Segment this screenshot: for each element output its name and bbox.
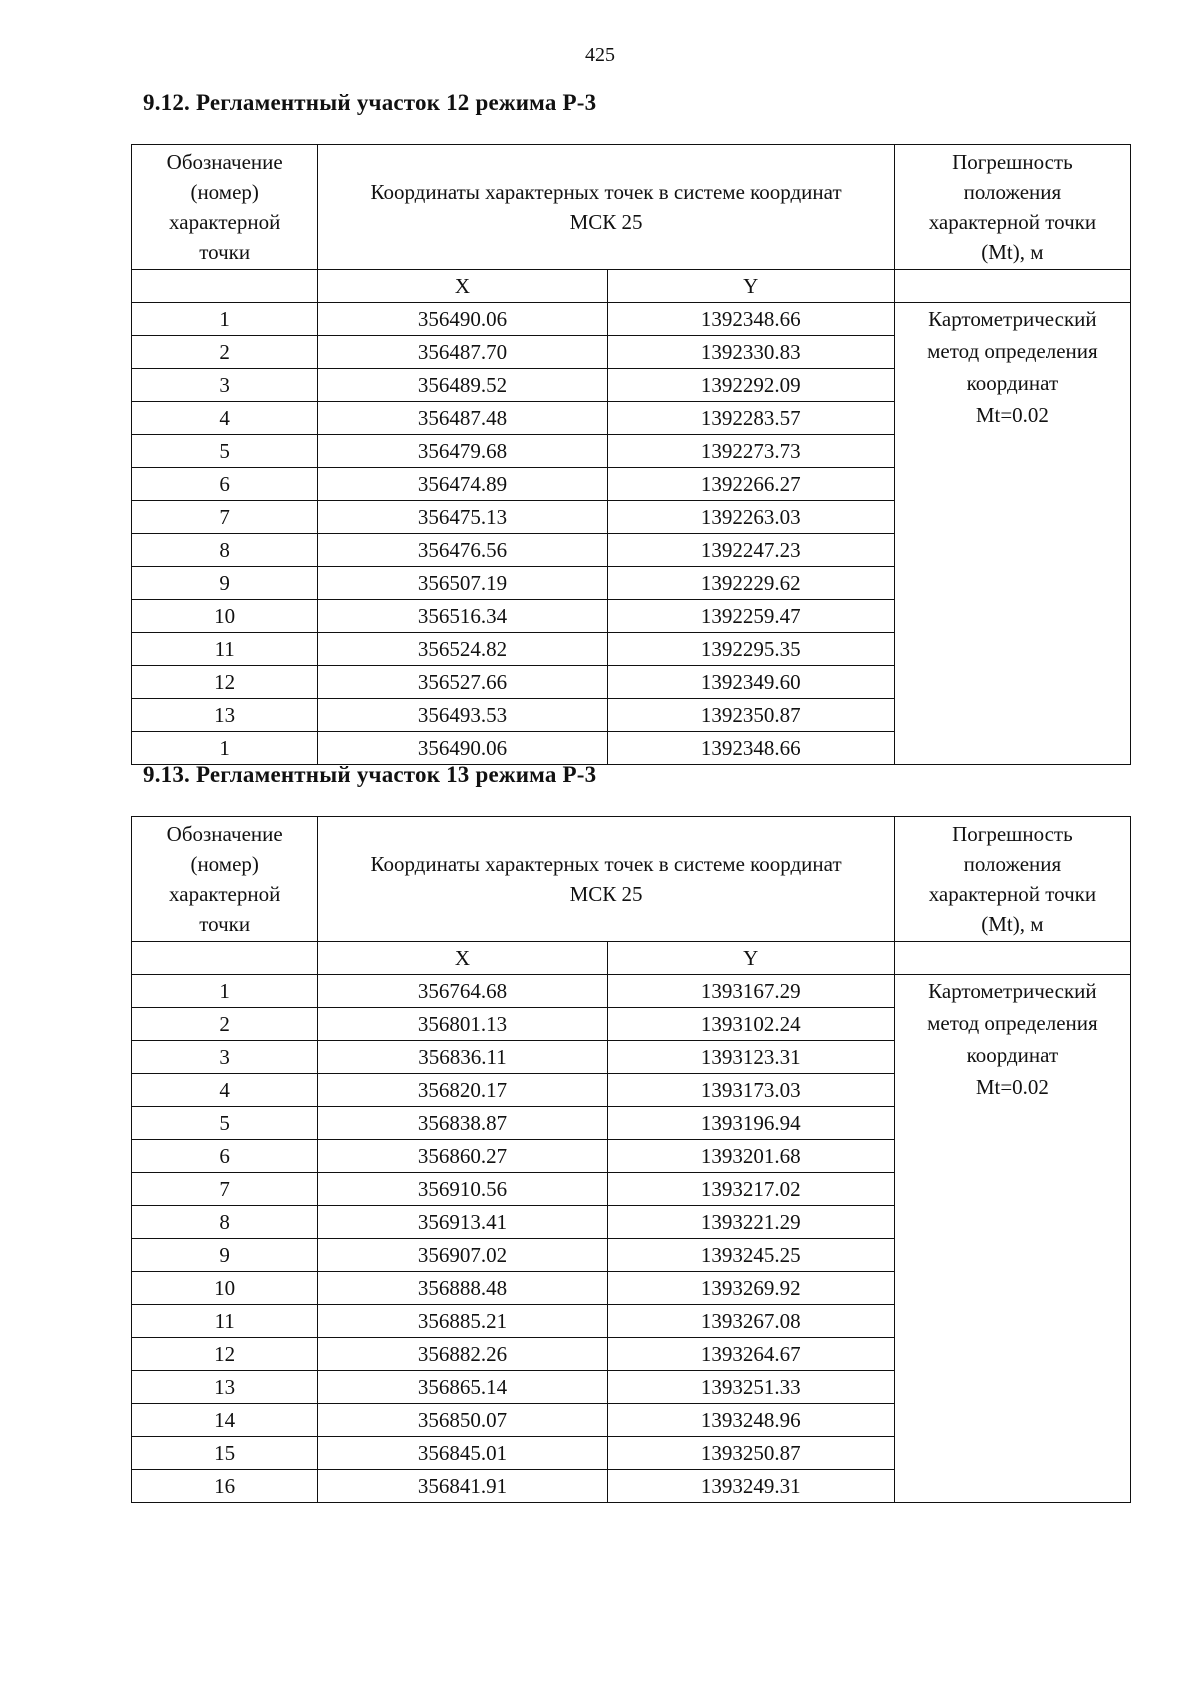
header-accuracy-line: положения <box>963 852 1062 876</box>
point-number: 2 <box>132 336 318 369</box>
coordinate-x: 356507.19 <box>318 567 607 600</box>
header-point-designation-line: точки <box>199 912 251 936</box>
point-number: 11 <box>132 633 318 666</box>
header-accuracy <box>894 145 1130 270</box>
coordinate-y: 1393264.67 <box>607 1338 894 1371</box>
point-number: 3 <box>132 369 318 402</box>
coordinate-x: 356524.82 <box>318 633 607 666</box>
header-point-designation-line: характерной <box>169 210 281 234</box>
coordinate-x: 356527.66 <box>318 666 607 699</box>
coordinate-x: 356516.34 <box>318 600 607 633</box>
coordinate-y: 1392295.35 <box>607 633 894 666</box>
coordinate-y: 1393269.92 <box>607 1272 894 1305</box>
coordinate-x: 356885.21 <box>318 1305 607 1338</box>
coordinate-y: 1393173.03 <box>607 1074 894 1107</box>
header-accuracy-line: положения <box>963 180 1062 204</box>
section-regulated-area-12 <box>131 90 1131 765</box>
header-accuracy-line: Погрешность <box>952 822 1073 846</box>
coordinate-x: 356836.11 <box>318 1041 607 1074</box>
point-number: 1 <box>132 975 318 1008</box>
axis-empty-cell <box>894 270 1130 303</box>
point-number: 12 <box>132 666 318 699</box>
table-header-row <box>132 145 1131 270</box>
section-regulated-area-13 <box>131 762 1131 1503</box>
header-point-designation-line: Обозначение <box>166 150 283 174</box>
point-number: 7 <box>132 1173 318 1206</box>
point-number: 9 <box>132 567 318 600</box>
table-row <box>132 303 1131 336</box>
coordinate-x: 356493.53 <box>318 699 607 732</box>
header-coordinates-line: МСК 25 <box>569 210 643 234</box>
coordinate-y: 1392263.03 <box>607 501 894 534</box>
coordinates-table <box>131 816 1131 1503</box>
coordinate-y: 1393123.31 <box>607 1041 894 1074</box>
point-number: 8 <box>132 534 318 567</box>
header-point-designation-line: точки <box>199 240 251 264</box>
coordinate-x: 356860.27 <box>318 1140 607 1173</box>
spacer <box>131 792 1131 816</box>
coordinate-y: 1393250.87 <box>607 1437 894 1470</box>
axis-y-label: Y <box>607 270 894 303</box>
coordinate-x: 356882.26 <box>318 1338 607 1371</box>
table-header-row <box>132 817 1131 942</box>
coordinate-x: 356850.07 <box>318 1404 607 1437</box>
axis-header-row <box>132 270 1131 303</box>
coordinate-y: 1392349.60 <box>607 666 894 699</box>
header-accuracy-line: (Mt), м <box>981 240 1044 264</box>
coordinate-x: 356479.68 <box>318 435 607 468</box>
axis-empty-cell <box>132 270 318 303</box>
point-number: 1 <box>132 303 318 336</box>
accuracy-method <box>894 303 1130 765</box>
coordinate-y: 1393217.02 <box>607 1173 894 1206</box>
header-coordinates-line: Координаты характерных точек в системе координат <box>370 852 842 876</box>
point-number: 15 <box>132 1437 318 1470</box>
header-point-designation <box>132 145 318 270</box>
coordinate-x: 356487.70 <box>318 336 607 369</box>
coordinate-x: 356490.06 <box>318 732 607 765</box>
accuracy-method-line: метод определения <box>927 339 1098 363</box>
coordinate-x: 356474.89 <box>318 468 607 501</box>
header-point-designation-line: характерной <box>169 882 281 906</box>
header-coordinates <box>318 145 894 270</box>
point-number: 5 <box>132 435 318 468</box>
coordinate-y: 1392266.27 <box>607 468 894 501</box>
coordinate-x: 356476.56 <box>318 534 607 567</box>
point-number: 4 <box>132 402 318 435</box>
point-number: 6 <box>132 1140 318 1173</box>
header-accuracy-line: характерной точки <box>928 882 1097 906</box>
coordinate-x: 356801.13 <box>318 1008 607 1041</box>
coordinate-x: 356845.01 <box>318 1437 607 1470</box>
point-number: 8 <box>132 1206 318 1239</box>
point-number: 1 <box>132 732 318 765</box>
coordinate-y: 1392292.09 <box>607 369 894 402</box>
coordinate-y: 1392350.87 <box>607 699 894 732</box>
point-number: 3 <box>132 1041 318 1074</box>
coordinate-y: 1393221.29 <box>607 1206 894 1239</box>
coordinate-x: 356888.48 <box>318 1272 607 1305</box>
coordinate-y: 1393245.25 <box>607 1239 894 1272</box>
point-number: 13 <box>132 699 318 732</box>
coordinate-y: 1393251.33 <box>607 1371 894 1404</box>
coordinate-y: 1392348.66 <box>607 303 894 336</box>
coordinate-y: 1392283.57 <box>607 402 894 435</box>
header-accuracy-line: характерной точки <box>928 210 1097 234</box>
header-point-designation-line: Обозначение <box>166 822 283 846</box>
coordinate-x: 356489.52 <box>318 369 607 402</box>
coordinate-y: 1392348.66 <box>607 732 894 765</box>
accuracy-method-line: Mt=0.02 <box>975 403 1049 427</box>
axis-empty-cell <box>894 942 1130 975</box>
coordinate-x: 356490.06 <box>318 303 607 336</box>
point-number: 4 <box>132 1074 318 1107</box>
coordinate-y: 1393249.31 <box>607 1470 894 1503</box>
header-point-designation <box>132 817 318 942</box>
point-number: 6 <box>132 468 318 501</box>
coordinate-y: 1392330.83 <box>607 336 894 369</box>
point-number: 5 <box>132 1107 318 1140</box>
coordinate-x: 356487.48 <box>318 402 607 435</box>
page-number: 425 <box>585 44 615 66</box>
coordinate-y: 1392273.73 <box>607 435 894 468</box>
coordinate-x: 356913.41 <box>318 1206 607 1239</box>
coordinate-x: 356865.14 <box>318 1371 607 1404</box>
coordinate-x: 356475.13 <box>318 501 607 534</box>
point-number: 9 <box>132 1239 318 1272</box>
axis-x-label: X <box>318 270 607 303</box>
spacer <box>131 120 1131 144</box>
point-number: 13 <box>132 1371 318 1404</box>
header-point-designation-line: (номер) <box>190 180 259 204</box>
coordinate-y: 1393248.96 <box>607 1404 894 1437</box>
axis-x-label: X <box>318 942 607 975</box>
point-number: 12 <box>132 1338 318 1371</box>
header-accuracy-line: Погрешность <box>952 150 1073 174</box>
header-coordinates <box>318 817 894 942</box>
point-number: 16 <box>132 1470 318 1503</box>
accuracy-method-line: Картометрический <box>928 307 1097 331</box>
axis-empty-cell <box>132 942 318 975</box>
point-number: 10 <box>132 600 318 633</box>
coordinate-y: 1393267.08 <box>607 1305 894 1338</box>
coordinate-y: 1393196.94 <box>607 1107 894 1140</box>
axis-y-label: Y <box>607 942 894 975</box>
point-number: 2 <box>132 1008 318 1041</box>
coordinate-x: 356764.68 <box>318 975 607 1008</box>
point-number: 10 <box>132 1272 318 1305</box>
accuracy-method-line: Картометрический <box>928 979 1097 1003</box>
coordinate-y: 1392259.47 <box>607 600 894 633</box>
accuracy-method <box>894 975 1130 1503</box>
coordinates-table <box>131 144 1131 765</box>
coordinate-x: 356838.87 <box>318 1107 607 1140</box>
coordinate-x: 356910.56 <box>318 1173 607 1206</box>
header-accuracy <box>894 817 1130 942</box>
point-number: 14 <box>132 1404 318 1437</box>
header-coordinates-line: МСК 25 <box>569 882 643 906</box>
coordinate-y: 1392247.23 <box>607 534 894 567</box>
coordinate-x: 356841.91 <box>318 1470 607 1503</box>
coordinate-y: 1392229.62 <box>607 567 894 600</box>
header-point-designation-line: (номер) <box>190 852 259 876</box>
coordinate-y: 1393102.24 <box>607 1008 894 1041</box>
section-title: 9.13. Регламентный участок 13 режима Р-3 <box>143 762 597 787</box>
axis-header-row <box>132 942 1131 975</box>
coordinate-x: 356907.02 <box>318 1239 607 1272</box>
header-coordinates-line: Координаты характерных точек в системе координат <box>370 180 842 204</box>
accuracy-method-line: координат <box>966 371 1059 395</box>
point-number: 7 <box>132 501 318 534</box>
accuracy-method-line: Mt=0.02 <box>975 1075 1049 1099</box>
section-title: 9.12. Регламентный участок 12 режима Р-3 <box>143 90 597 115</box>
point-number: 11 <box>132 1305 318 1338</box>
header-accuracy-line: (Mt), м <box>981 912 1044 936</box>
coordinate-y: 1393167.29 <box>607 975 894 1008</box>
coordinate-x: 356820.17 <box>318 1074 607 1107</box>
coordinate-y: 1393201.68 <box>607 1140 894 1173</box>
table-row <box>132 975 1131 1008</box>
accuracy-method-line: координат <box>966 1043 1059 1067</box>
accuracy-method-line: метод определения <box>927 1011 1098 1035</box>
